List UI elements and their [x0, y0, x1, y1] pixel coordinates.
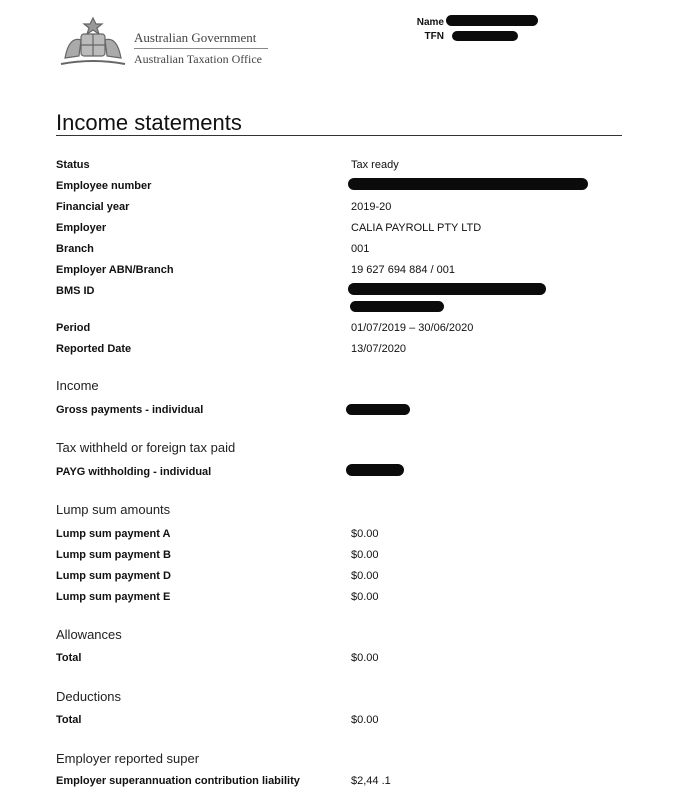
- status-value: Tax ready: [351, 159, 399, 171]
- branch-value: 001: [351, 243, 370, 255]
- lump-sum-b-label: Lump sum payment B: [56, 549, 171, 561]
- name-redaction: [446, 15, 538, 26]
- allowances-total-value: $0.00: [351, 652, 379, 664]
- tfn-redaction: [452, 31, 518, 41]
- reported-date-label: Reported Date: [56, 343, 132, 355]
- name-label: Name: [416, 17, 444, 28]
- deductions-total-label: Total: [56, 714, 82, 726]
- period-label: Period: [56, 322, 91, 334]
- reported-date-value: 13/07/2020: [351, 343, 407, 355]
- allowances-total-label: Total: [56, 652, 82, 664]
- gross-payments-label: Gross payments - individual: [56, 404, 204, 416]
- lump-sum-d-label: Lump sum payment D: [56, 570, 171, 582]
- payg-withholding-label: PAYG withholding - individual: [56, 466, 212, 478]
- coat-of-arms-icon: [55, 14, 131, 72]
- branch-label: Branch: [56, 243, 94, 255]
- financial-year-value: 2019-20: [351, 201, 392, 213]
- lump-sum-e-value: $0.00: [351, 591, 379, 603]
- super-liability-label: Employer superannuation contribution liability: [56, 775, 300, 787]
- employer-value: CALIA PAYROLL PTY LTD: [351, 222, 482, 234]
- page-title: Income statements: [56, 110, 242, 135]
- bms-id-redaction-1: [348, 283, 546, 295]
- lump-sum-e-label: Lump sum payment E: [56, 591, 171, 603]
- financial-year-label: Financial year: [56, 201, 130, 213]
- government-name: Australian Government: [134, 30, 257, 45]
- bms-id-label: BMS ID: [56, 285, 95, 297]
- status-label: Status: [56, 159, 90, 171]
- lump-sum-heading: Lump sum amounts: [56, 502, 171, 517]
- super-liability-value: $2,44 .1: [351, 775, 391, 787]
- lump-sum-b-value: $0.00: [351, 549, 379, 561]
- tfn-label: TFN: [424, 31, 444, 42]
- employer-abn-label: Employer ABN/Branch: [56, 264, 174, 276]
- employer-abn-value: 19 627 694 884 / 001: [351, 264, 455, 276]
- agency-name: Australian Taxation Office: [134, 52, 263, 66]
- lump-sum-a-value: $0.00: [351, 528, 379, 540]
- tax-withheld-heading: Tax withheld or foreign tax paid: [56, 440, 236, 455]
- lump-sum-a-label: Lump sum payment A: [56, 528, 171, 540]
- bms-id-redaction-2: [350, 301, 444, 312]
- deductions-heading: Deductions: [56, 689, 122, 704]
- allowances-heading: Allowances: [56, 627, 122, 642]
- gross-payments-redaction: [346, 404, 410, 415]
- payg-withholding-redaction: [346, 464, 404, 476]
- employer-label: Employer: [56, 222, 107, 234]
- income-heading: Income: [56, 378, 99, 393]
- employee-number-label: Employee number: [56, 180, 152, 192]
- employee-number-redaction: [348, 178, 588, 190]
- logo-divider: [134, 48, 268, 49]
- super-heading: Employer reported super: [56, 751, 200, 766]
- title-divider: [56, 135, 622, 136]
- lump-sum-d-value: $0.00: [351, 570, 379, 582]
- period-value: 01/07/2019 – 30/06/2020: [351, 322, 474, 334]
- deductions-total-value: $0.00: [351, 714, 379, 726]
